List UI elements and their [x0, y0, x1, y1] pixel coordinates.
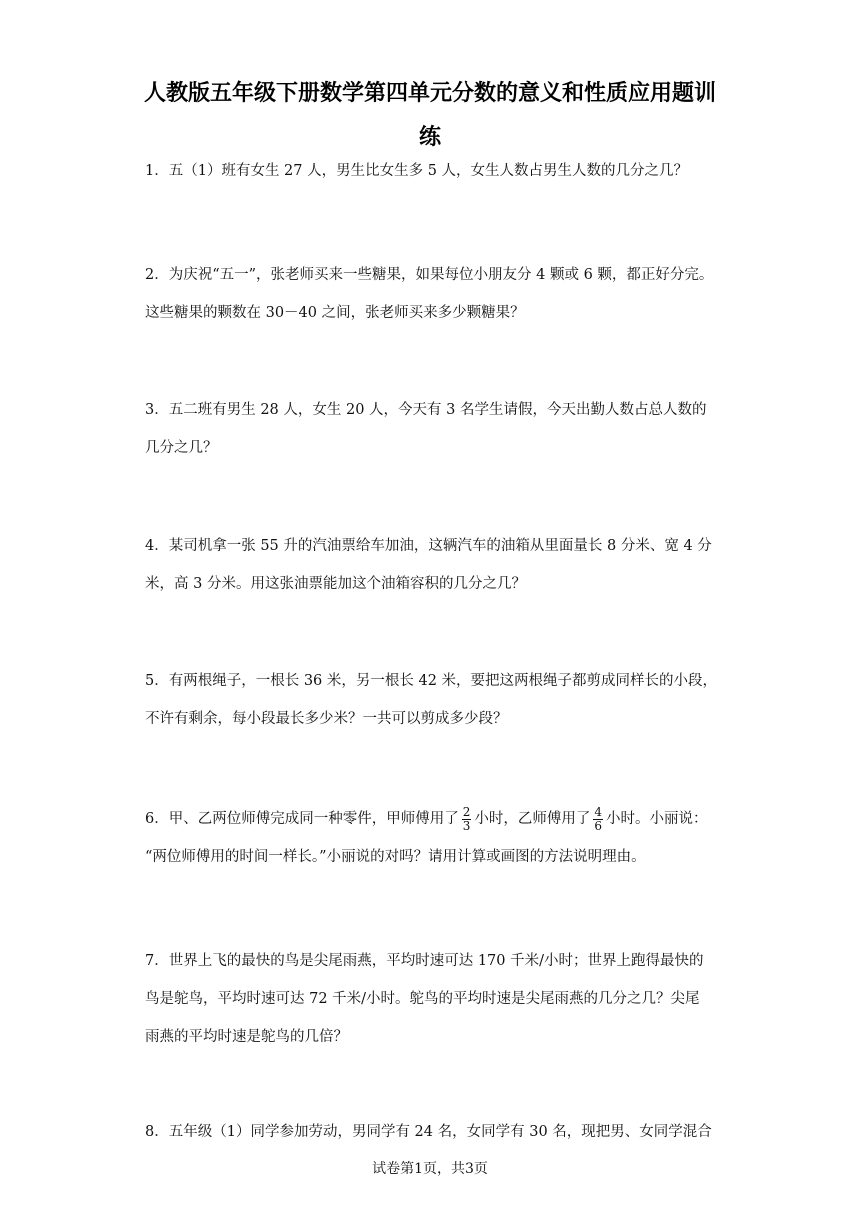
question-8: [145, 1113, 725, 1151]
question-text-line: 几分之几？: [145, 440, 218, 456]
question-text-line: 1．五（1）班有女生 27 人，男生比女生多 5 人，女生人数占男生人数的几分之几？: [145, 163, 689, 179]
fraction-numerator: 4: [594, 804, 603, 819]
question-text-line: 米，高 3 分米。用这张油票能加这个油箱容积的几分之几？: [145, 576, 526, 592]
question-3: [145, 391, 725, 467]
fraction-denominator: 3: [462, 818, 471, 833]
question-text-line: 7．世界上飞的最快的鸟是尖尾雨燕，平均时速可达 170 千米/小时；世界上跑得最快的: [145, 953, 704, 969]
question-text-line: 8．五年级（1）同学参加劳动，男同学有 24 名，女同学有 30 名，现把男、女同学混合: [145, 1124, 712, 1140]
question-text-line: 雨燕的平均时速是鸵鸟的几倍？: [145, 1029, 348, 1045]
document-title-line-2: 练: [418, 125, 441, 150]
fraction-two-thirds: [462, 806, 472, 833]
question-2: [145, 256, 725, 332]
question-text-line: 5．有两根绳子，一根长 36 米，另一根长 42 米，要把这两根绳子都剪成同样长的小段，: [145, 673, 718, 689]
question-text-line: 3．五二班有男生 28 人，女生 20 人，今天有 3 名学生请假，今天出勤人数占总人数的: [145, 402, 707, 418]
question-6: [145, 800, 725, 876]
question-1: [145, 152, 725, 190]
fraction-numerator: 2: [462, 804, 471, 819]
question-5: [145, 662, 725, 738]
question-6-text-a: 6．甲、乙两位师傅完成同一种零件，甲师傅用了: [145, 811, 459, 827]
question-text-line: [145, 800, 725, 838]
question-7: [145, 942, 725, 1056]
fraction-four-sixths: [593, 806, 603, 833]
document-title-line-1: 人教版五年级下册数学第四单元分数的意义和性质应用题训: [143, 81, 716, 106]
question-text-line: 4．某司机拿一张 55 升的汽油票给车加油，这辆汽车的油箱从里面量长 8 分米、宽 4 分: [145, 538, 712, 554]
question-text-line: 这些糖果的颗数在 30－40 之间，张老师买来多少颗糖果？: [145, 305, 525, 321]
question-text-line: 不许有剩余，每小段最长多少米？一共可以剪成多少段？: [145, 711, 508, 727]
question-text-line: 鸟是鸵鸟，平均时速可达 72 千米/小时。鸵鸟的平均时速是尖尾雨燕的几分之几？尖尾: [145, 991, 700, 1007]
question-6-text-b: 小时，乙师傅用了: [474, 811, 591, 827]
question-text-line: “两位师傅用的时间一样长。”小丽说的对吗？请用计算或画图的方法说明理由。: [145, 849, 646, 865]
question-4: [145, 527, 725, 603]
fraction-denominator: 6: [594, 818, 603, 833]
question-text-line: 2．为庆祝“五一”，张老师买来一些糖果，如果每位小朋友分 4 颗或 6 颗，都正好分完。: [145, 267, 714, 283]
question-6-text-c: 小时。小丽说：: [606, 811, 708, 827]
page-footer: 试卷第1页，共3页: [372, 1161, 488, 1177]
